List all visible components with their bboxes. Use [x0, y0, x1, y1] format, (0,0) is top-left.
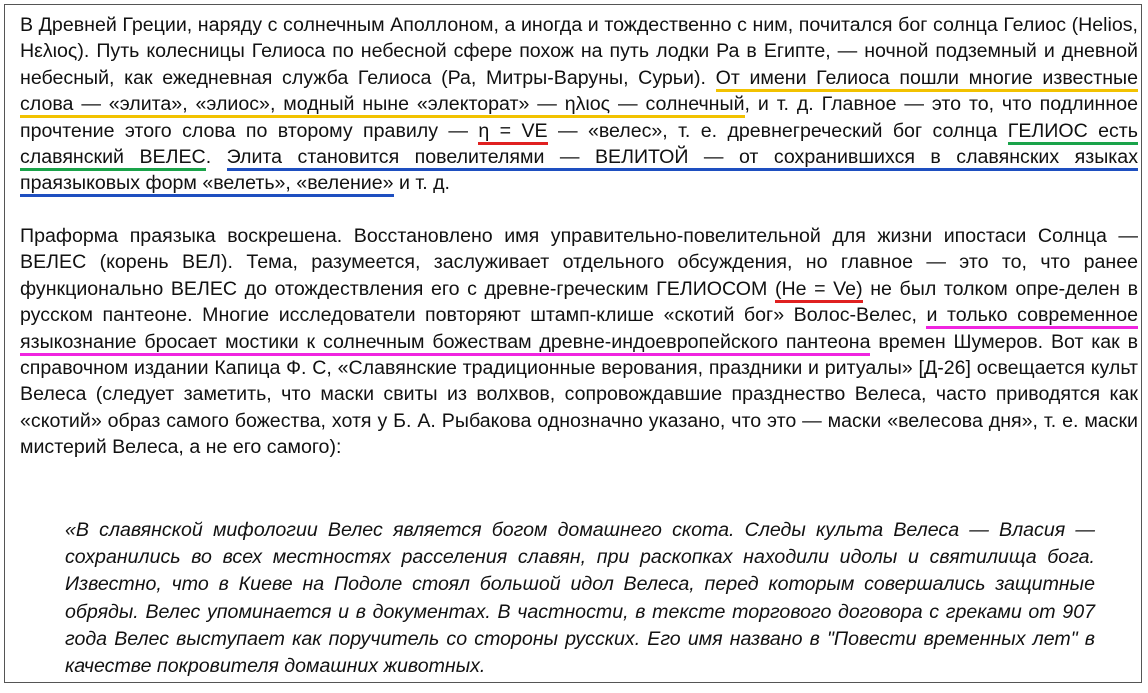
- magenta-underlined-phrase: и только современное языкознание бросает мостики к солнечным божествам древне-индоевропейского пантеона: [20, 304, 1138, 355]
- p1-period: .: [205, 146, 212, 169]
- p1-sentence-3: — «велес», т. е. древнегреческий бог солнца: [557, 119, 998, 142]
- p1-sentence-1: В Древней Греции, наряду с солнечным Аполлоном, а иногда и тождественно с ним, почитался бог солнца Гелиос (Helios, Ηελιος). Путь колесницы Гелиоса по небесной сфере похож на путь лодки Ра в Египте, — ночной подземный и дневной небесный, как ежедневная служба Гелиоса (Ра, Митры-Варуны, Сурьи).: [20, 14, 1138, 89]
- p1-sentence-5: и т. д.: [399, 172, 450, 195]
- p2-sentence-2: не был толком опре-делен в русском пантеоне. Многие исследователи повторяют штамп-клише «скотий бог» Волос-Велес,: [20, 277, 1139, 327]
- paragraph-greek-helios: [20, 12, 1138, 197]
- document-page: [4, 4, 1142, 683]
- formula-he-ve: (Не = Ve): [775, 278, 863, 303]
- p1-sentence-2-rest: , и т. д. Главное — это то, что подлинное прочтение этого слова по второму правилу —: [20, 93, 1138, 142]
- paragraph-veles-praform: [20, 223, 1138, 461]
- p2-sentence-1: Праформа праязыка воскрешена. Восстановлено имя управительно-повелительной для жизни ипостаси Солнца — ВЕЛЕС (корень ВЕЛ). Тема, разумеется, заслуживает отдельного обсуждения, но главное — это то, что ранее функционально ВЕЛЕС до отождествления его с древне-греческим ГЕЛИОСОМ: [20, 225, 1138, 300]
- yellow-underlined-phrase: От имени Гелиоса пошли многие известные слова — «элита», «элиос», модный ныне «электорат» — ηλιος — солнечный: [20, 67, 1138, 118]
- blue-underlined-phrase: Элита становится повелителями — ВЕЛИТОЙ — от сохранившихся в славянских языках праязыковых форм «велеть», «веление»: [20, 146, 1138, 197]
- quote-slavic-mythology: «В славянской мифологии Велес является богом домашнего скота. Следы культа Велеса — Власия — сохранились во всех местностях расселения славян, при раскопках находили идолы и святилища бога. Известно, что в Киеве на Подоле стоял большой идол Велеса, перед которым совершались защитные обряды. Велес упоминается и в документах. В частности, в тексте торгового договора с греками от 907 года Велес выступает как поручитель со стороны русских. Его имя названо в "Повести временных лет" в качестве покровителя домашних животных.: [65, 519, 1095, 678]
- p2-sentence-3: времен Шумеров. Вот как в справочном издании Капица Ф. С, «Славянские традиционные верования, праздники и ритуалы» [Д-26] освещается культ Велеса (следует заметить, что маски свиты из волхвов, сопровождавшие празднество Велеса, часто приводятся как «скотий» образ самого божества, хотя у Б. А. Рыбакова однозначно указано, что это — маски «велесова дня», т. е. маски мистерий Велеса, а не его самого):: [20, 330, 1138, 459]
- formula-eta-ve: η = VE: [478, 120, 547, 145]
- green-underlined-phrase: ГЕЛИОС есть славянский ВЕЛЕС: [20, 120, 1138, 171]
